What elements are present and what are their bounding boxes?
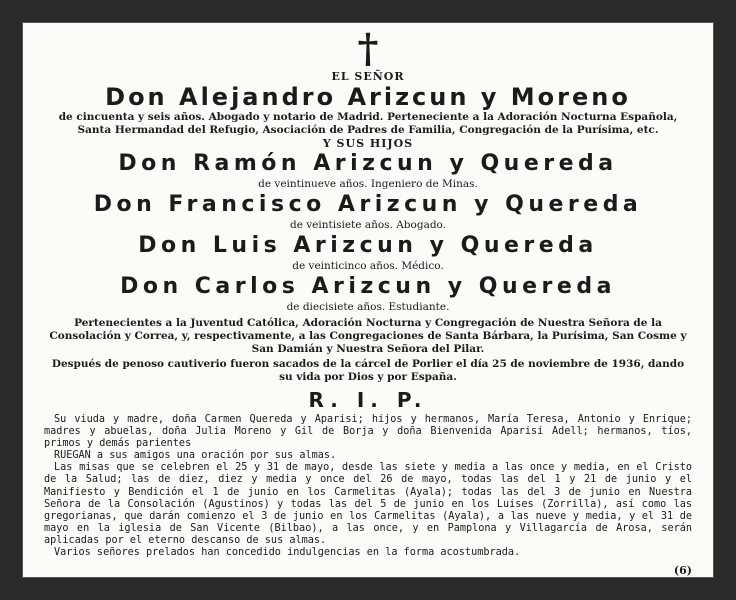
masses-text: Las misas que se celebren el 25 y 31 de mayo, desde las siete y media a las once y media, en el Cristo de la Salud; las de diez, diez y media y once del 26 de mayo, todas las del 1 y 21 de junio y el Manifiesto y Bendición el 1 de junio en los Carmelitas (Ayala); todas las del 3 de junio en Nuestra Señora de la Consolación (Agustinos) y todas las del 5 de junio en los Luises (Zorrilla), así como las gregorianas, que darán comienzo el 3 de junio en los Carmelitas (Ayala), a las nueve y media, y el 31 de mayo en la iglesia de San Vicente (Bilbao), a las once, y en Pamplona y Villagarcía de Arosa, serán aplicadas por el eterno descanso de sus almas.: [44, 462, 692, 546]
family-text: Su viuda y madre, doña Carmen Quereda y Aparisi; hijos y hermanos, María Teresa, Antonio y Enrique; madres y abuelas, doña Julia Moreno y Gil de Borja y doña Bienvenida Aparisi Adell; hermanos, tíos, primos y demás parientes: [44, 414, 692, 450]
son-name-3: Don Luis Arizcun y Quereda: [138, 233, 598, 258]
father-name: Don Alejandro Arizcun y Moreno: [105, 83, 631, 111]
obituary-content: [44, 25, 692, 578]
son-description-2: de veintisiete años. Abogado.: [289, 219, 447, 231]
indulgences-text: Varios señores prelados han concedido indulgencias en la forma acostumbrada.: [54, 547, 521, 559]
request-text: RUEGAN a sus amigos una oración por sus almas.: [54, 450, 337, 462]
father-description: de cincuenta y seis años. Abogado y notario de Madrid. Perteneciente a la Adoración Nocturna Española, Santa Hermandad del Refugio, Asociación de Padres de Familia, Congregación de la Purísima, etc.: [58, 111, 678, 136]
son-description-1: de veintinueve años. Ingeniero de Minas.: [258, 178, 478, 190]
rip-heading: R. I. P.: [308, 388, 428, 412]
reference-number: (6): [673, 564, 692, 578]
and-sons-heading: Y SUS HIJOS: [322, 137, 414, 150]
membership-text: Pertenecientes a la Juventud Católica, Adoración Nocturna y Congregación de Nuestra Señora de la Consolación y Correa, y, respectivamente, a las Congregaciones de Santa Bárbara, la Purísima, San Cosme y San Damián y Nuestra Señora del Pilar.: [49, 317, 687, 355]
captivity-text: Después de penoso cautiverio fueron sacados de la cárcel de Porlier el día 25 de noviembre de 1936, dando su vida por Dios y por España.: [51, 358, 685, 383]
header-title: EL SEÑOR: [331, 70, 405, 83]
son-name-4: Don Carlos Arizcun y Quereda: [120, 274, 616, 299]
son-description-3: de veinticinco años. Médico.: [292, 260, 444, 272]
son-name-2: Don Francisco Arizcun y Quereda: [93, 192, 643, 217]
cross-icon: †: [357, 25, 379, 72]
son-name-1: Don Ramón Arizcun y Quereda: [118, 151, 618, 176]
son-description-4: de diecisiete años. Estudiante.: [286, 301, 450, 313]
